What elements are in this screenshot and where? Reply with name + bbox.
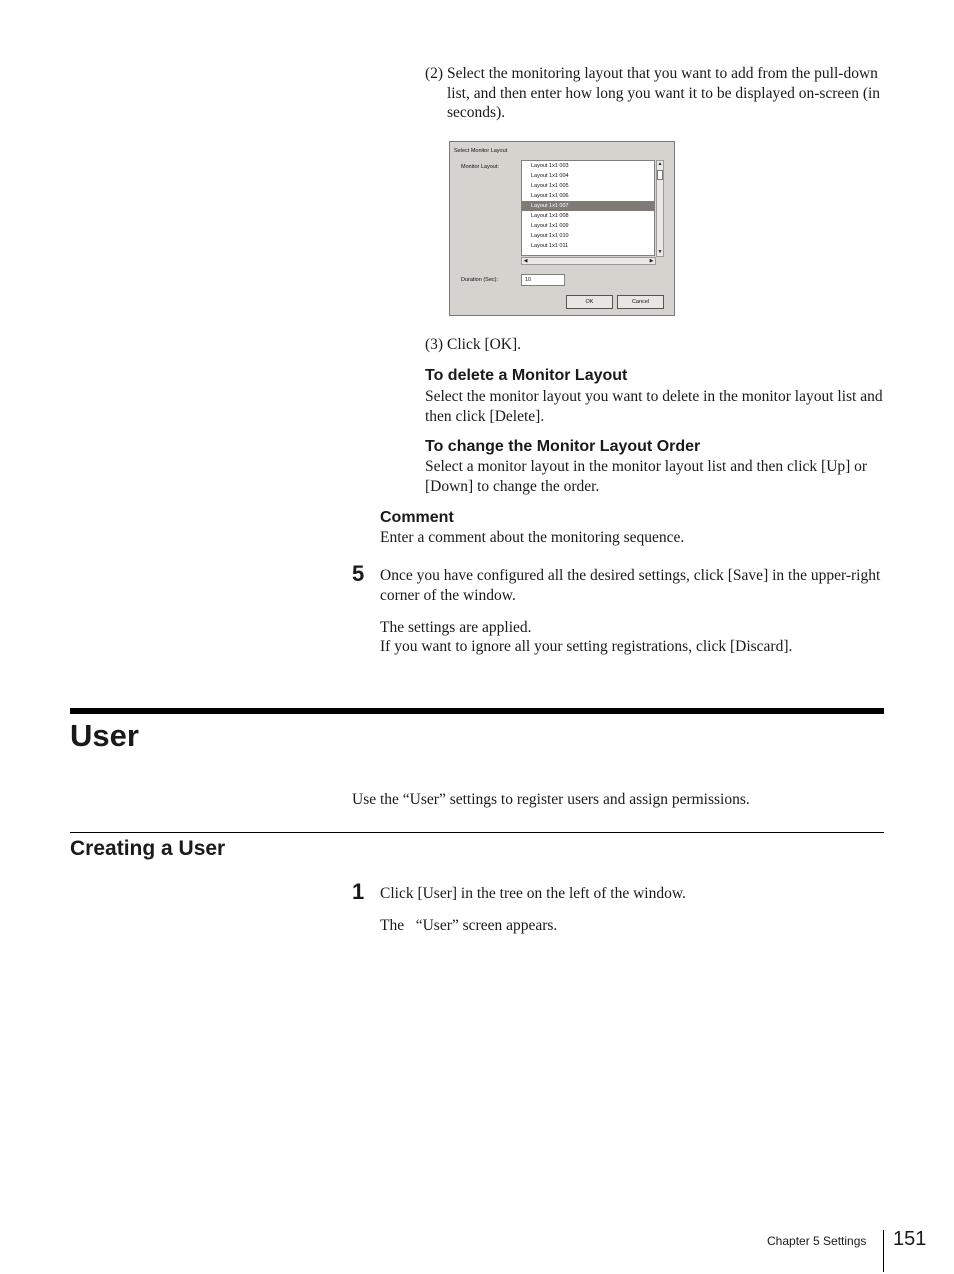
delete-layout-heading: To delete a Monitor Layout — [425, 367, 628, 384]
step-1-result: The “User” screen appears. — [380, 917, 558, 934]
cancel-button[interactable]: Cancel — [617, 295, 664, 309]
comment-body: Enter a comment about the monitoring sequence. — [380, 529, 685, 546]
scroll-up-arrow-icon[interactable]: ▲ — [657, 161, 663, 167]
list-vertical-scrollbar[interactable] — [656, 160, 664, 257]
monitor-layout-label: Monitor Layout: — [461, 164, 499, 170]
scroll-down-arrow-icon[interactable]: ▼ — [657, 249, 663, 255]
scroll-thumb[interactable] — [657, 170, 663, 180]
step-2 — [425, 64, 887, 123]
ok-button[interactable]: OK — [566, 295, 613, 309]
scroll-right-arrow-icon[interactable]: ▶ — [649, 258, 654, 264]
step-5-number: 5 — [352, 561, 365, 586]
monitor-layout-list-item[interactable]: Layout 1x1 005 — [531, 183, 569, 189]
step-5-text: Once you have configured all the desired settings, click [Save] in the upper-right corner of the window. — [380, 567, 881, 604]
step-2-number: (2) — [425, 65, 444, 82]
select-monitor-layout-dialog — [449, 141, 675, 316]
dialog-title: Select Monitor Layout — [454, 148, 508, 154]
list-horizontal-scrollbar[interactable] — [521, 257, 656, 265]
change-order-heading: To change the Monitor Layout Order — [425, 438, 701, 455]
step-3 — [425, 335, 887, 355]
user-section-intro: Use the “User” settings to register users and assign permissions. — [352, 791, 750, 808]
user-section-title: User — [70, 718, 139, 753]
duration-input[interactable] — [521, 274, 565, 286]
monitor-layout-list-item[interactable]: Layout 1x1 003 — [531, 163, 569, 169]
monitor-layout-list-item[interactable]: Layout 1x1 009 — [531, 223, 569, 229]
step-3-text: Click [OK]. — [447, 336, 522, 353]
monitor-layout-list-item[interactable]: Layout 1x1 006 — [531, 193, 569, 199]
footer-divider — [883, 1230, 884, 1272]
step-1-number: 1 — [352, 879, 365, 904]
footer-chapter: Chapter 5 Settings — [767, 1234, 867, 1248]
step-1-text: Click [User] in the tree on the left of the window. — [380, 885, 686, 902]
monitor-layout-list-item[interactable]: Layout 1x1 004 — [531, 173, 569, 179]
monitor-layout-list-item[interactable]: Layout 1x1 008 — [531, 213, 569, 219]
monitor-layout-list-item[interactable]: Layout 1x1 007 — [522, 201, 654, 211]
scroll-left-arrow-icon[interactable]: ◀ — [523, 258, 528, 264]
step-5-result-2: If you want to ignore all your setting registrations, click [Discard]. — [380, 638, 793, 655]
step-5-result-1: The settings are applied. — [380, 619, 532, 636]
section-rule-thick — [70, 708, 884, 714]
step-3-number: (3) — [425, 336, 444, 353]
delete-layout-body: Select the monitor layout you want to delete in the monitor layout list and then click [Delete]. — [425, 388, 883, 425]
monitor-layout-list-item[interactable]: Layout 1x1 011 — [531, 243, 569, 249]
creating-user-title: Creating a User — [70, 837, 226, 860]
comment-heading: Comment — [380, 509, 454, 526]
monitor-layout-list[interactable] — [521, 160, 655, 256]
monitor-layout-list-item[interactable]: Layout 1x1 010 — [531, 233, 569, 239]
page-number: 151 — [893, 1228, 927, 1250]
section-rule-thin — [70, 832, 884, 833]
duration-label: Duration (Sec): — [461, 277, 498, 283]
step-2-text: Select the monitoring layout that you want to add from the pull-down list, and then enter how long you want it to be displayed on-screen (in seconds). — [447, 65, 881, 121]
change-order-body: Select a monitor layout in the monitor layout list and then click [Up] or [Down] to change the order. — [425, 458, 868, 495]
